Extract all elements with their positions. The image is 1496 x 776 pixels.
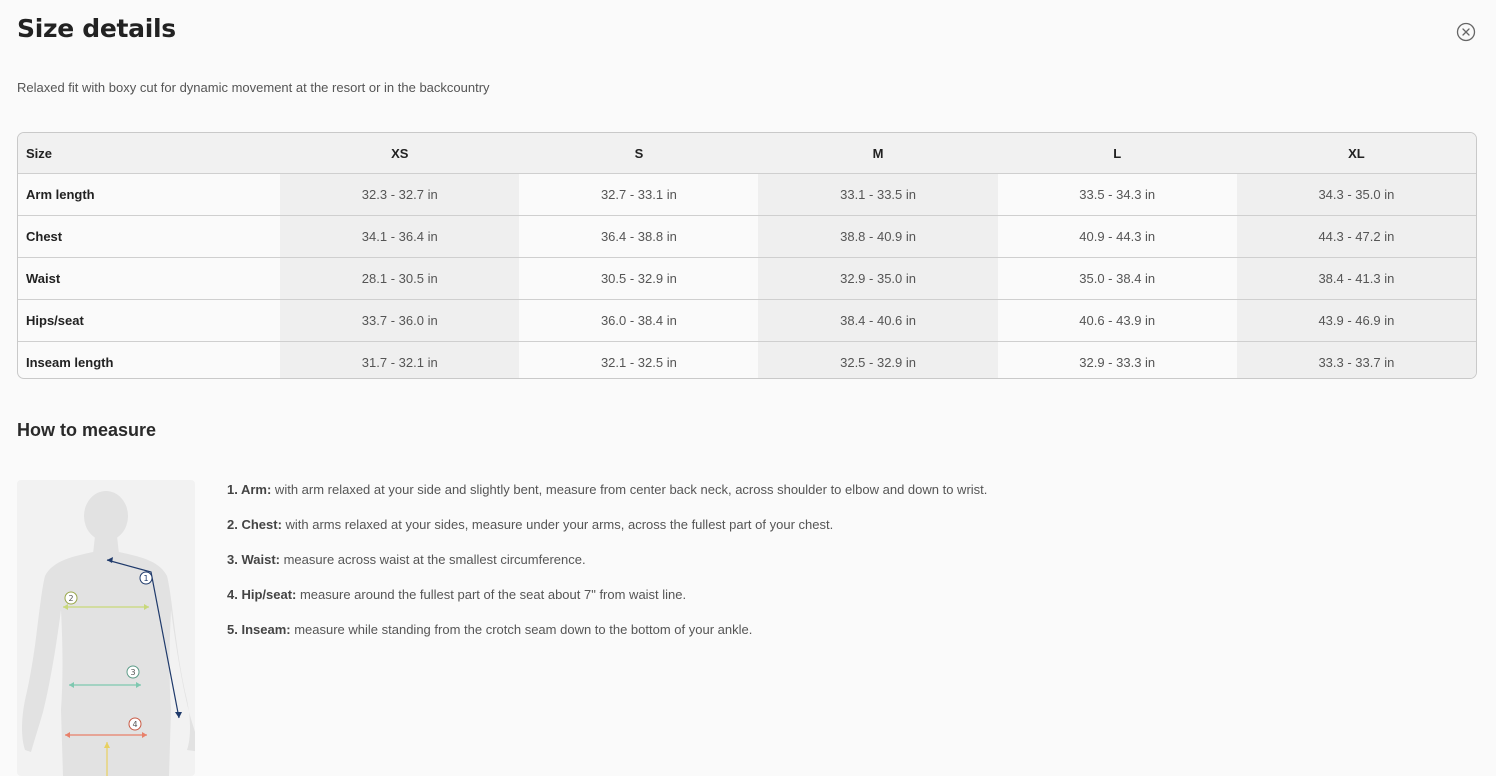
table-cell: 28.1 - 30.5 in [280, 258, 519, 300]
column-header: Size [18, 133, 280, 174]
table-cell: 32.7 - 33.1 in [600, 187, 677, 202]
table-row [18, 300, 1476, 342]
table-cell: 33.7 - 36.0 in [280, 300, 519, 342]
table-cell: 32.9 - 33.3 in [1079, 355, 1156, 370]
table-cell: 33.1 - 33.5 in [758, 174, 997, 216]
table-cell: 31.7 - 32.1 in [280, 342, 519, 380]
table-cell: 33.5 - 34.3 in [1079, 187, 1156, 202]
table-row [18, 342, 1476, 380]
table-cell: 43.9 - 46.9 in [1237, 300, 1476, 342]
step-text: with arms relaxed at your sides, measure under your arms, across the fullest part of your chest. [281, 517, 834, 532]
table-cell: 44.3 - 47.2 in [1237, 216, 1476, 258]
column-header: L [998, 133, 1237, 174]
close-button[interactable] [1456, 22, 1476, 42]
list-item [227, 481, 1127, 516]
column-header: S [519, 133, 758, 174]
size-table-header [18, 133, 1476, 174]
table-cell: 40.6 - 43.9 in [1079, 313, 1156, 328]
figure-head [84, 491, 128, 541]
svg-text:3: 3 [130, 668, 136, 677]
close-circle-icon [1456, 22, 1476, 42]
table-row [18, 216, 1476, 258]
table-cell: 38.4 - 40.6 in [758, 300, 997, 342]
step-text: measure around the fullest part of the seat about 7" from waist line. [296, 587, 687, 602]
table-row [18, 174, 1476, 216]
row-label: Hips/seat [26, 313, 84, 328]
table-cell: 32.9 - 35.0 in [758, 258, 997, 300]
step-text: with arm relaxed at your side and slightly bent, measure from center back neck, across shoulder to elbow and down to wrist. [271, 482, 988, 497]
list-item [227, 621, 1127, 656]
table-cell: 38.8 - 40.9 in [758, 216, 997, 258]
measurement-figure [17, 480, 195, 776]
table-cell: 32.5 - 32.9 in [758, 342, 997, 380]
row-label: Waist [26, 271, 61, 286]
step-term: 5. Inseam: [227, 622, 291, 637]
step-term: 3. Waist: [227, 552, 280, 567]
list-item [227, 551, 1127, 586]
table-row [18, 258, 1476, 300]
table-cell: 34.3 - 35.0 in [1237, 174, 1476, 216]
step-text: measure across waist at the smallest circumference. [279, 552, 586, 567]
size-table [17, 132, 1477, 379]
row-label: Chest [26, 229, 63, 244]
row-label: Inseam length [26, 355, 114, 370]
svg-text:4: 4 [132, 720, 138, 729]
list-item [227, 586, 1127, 621]
step-term: 4. Hip/seat: [227, 587, 297, 602]
table-cell: 38.4 - 41.3 in [1237, 258, 1476, 300]
page-title: Size details [17, 14, 176, 43]
column-header: XS [280, 133, 519, 174]
measure-instructions [227, 481, 1127, 656]
column-header: XL [1237, 133, 1476, 174]
column-header: M [758, 133, 997, 174]
step-text: measure while standing from the crotch seam down to the bottom of your ankle. [290, 622, 753, 637]
row-label: Arm length [26, 187, 95, 202]
table-cell: 40.9 - 44.3 in [1079, 229, 1156, 244]
figure-neck [93, 536, 119, 554]
svg-text:1: 1 [143, 574, 149, 583]
fit-description: Relaxed fit with boxy cut for dynamic movement at the resort or in the backcountry [17, 80, 490, 95]
body-silhouette-icon [17, 480, 195, 776]
table-cell: 32.1 - 32.5 in [600, 355, 677, 370]
table-cell: 36.0 - 38.4 in [600, 313, 677, 328]
step-term: 2. Chest: [227, 517, 282, 532]
step-term: 1. Arm: [227, 482, 272, 497]
table-cell: 35.0 - 38.4 in [1079, 271, 1156, 286]
table-cell: 34.1 - 36.4 in [280, 216, 519, 258]
how-to-measure-title: How to measure [17, 420, 157, 440]
table-cell: 33.3 - 33.7 in [1237, 342, 1476, 380]
list-item [227, 516, 1127, 551]
table-cell: 36.4 - 38.8 in [600, 229, 677, 244]
table-cell: 30.5 - 32.9 in [600, 271, 677, 286]
svg-text:2: 2 [68, 594, 74, 603]
table-cell: 32.3 - 32.7 in [280, 174, 519, 216]
